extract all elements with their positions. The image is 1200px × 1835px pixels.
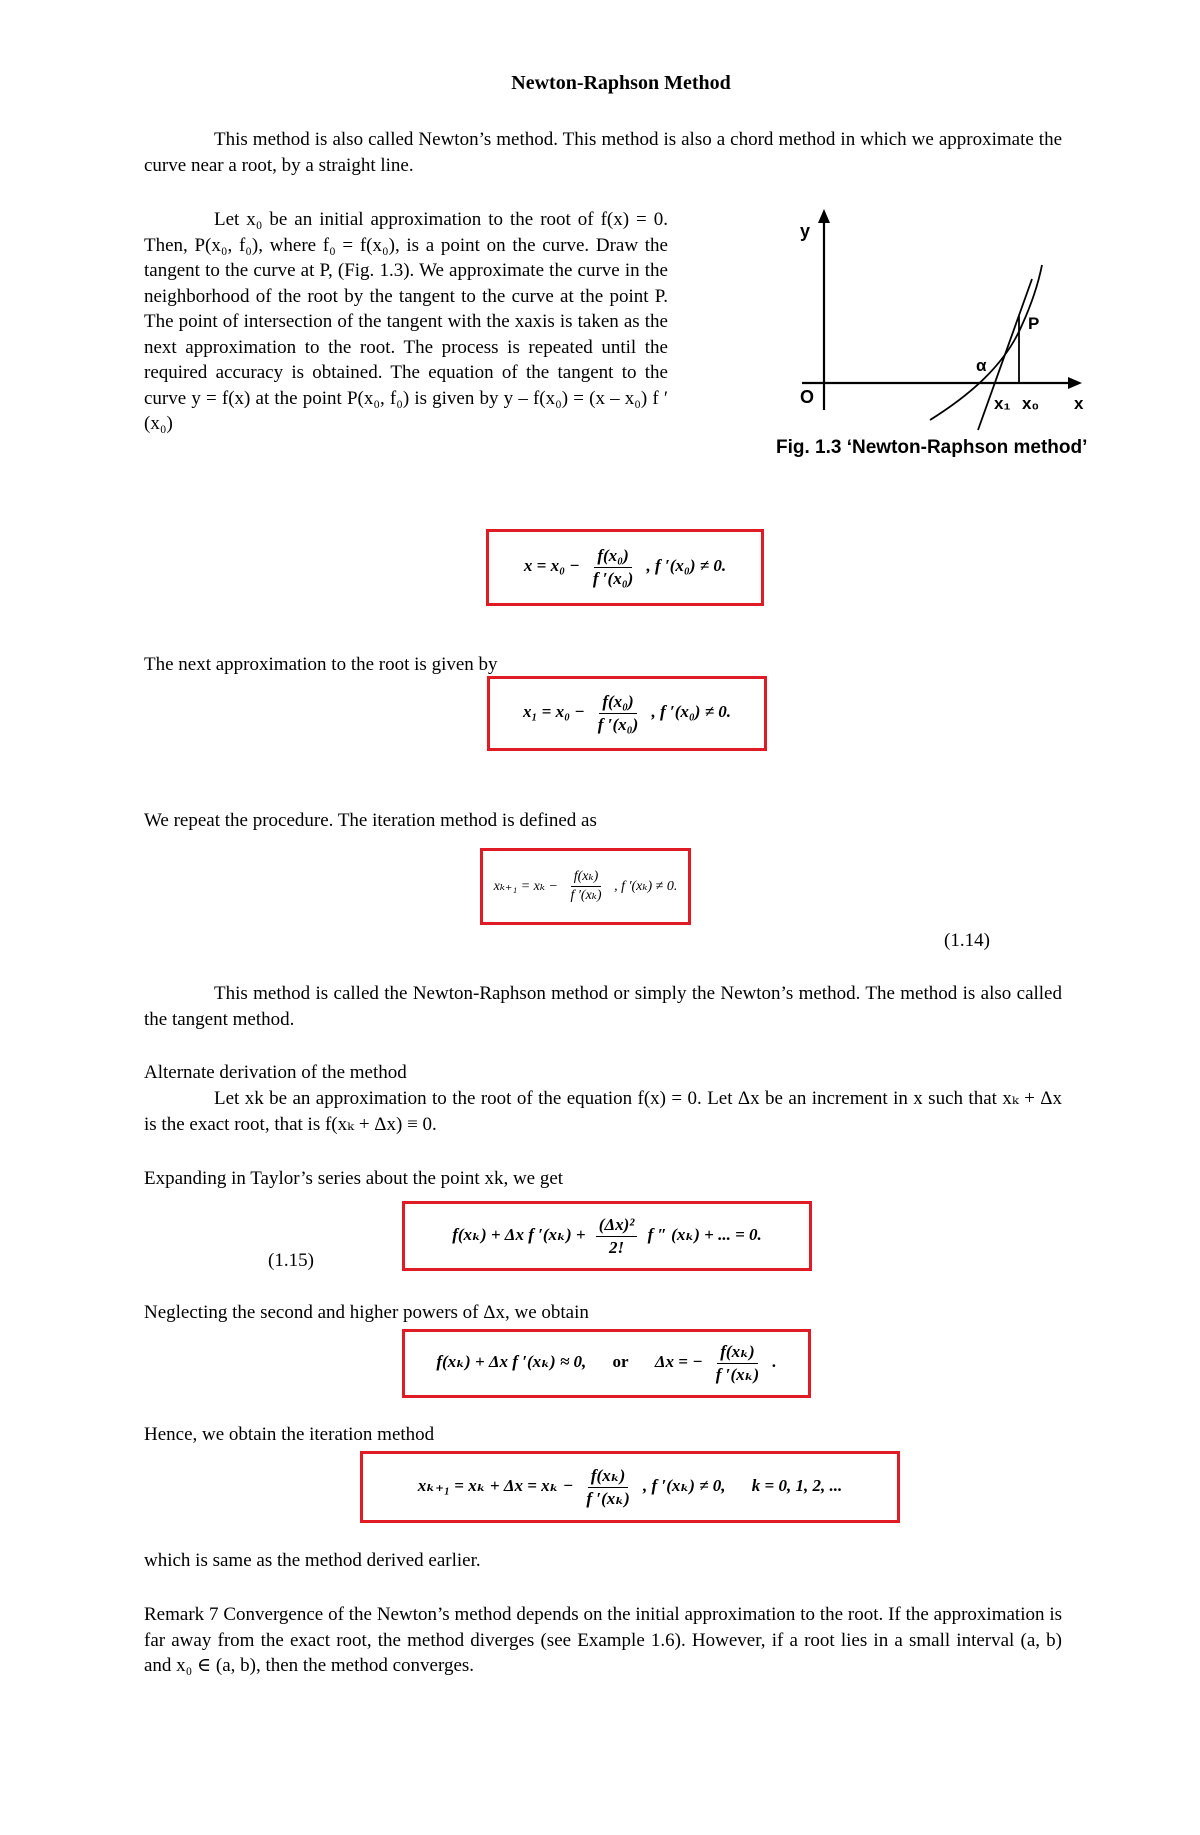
eq2-denominator: f ′(x₀) xyxy=(597,715,639,734)
equation-box-3 xyxy=(480,848,691,925)
eq3-condition: , f ′(xₖ) ≠ 0. xyxy=(614,878,678,894)
eq4-numerator: (Δx)² xyxy=(596,1215,638,1237)
newton-raphson-figure xyxy=(770,205,1110,465)
eq6-denominator: f ′(xₖ) xyxy=(586,1488,630,1508)
alternate-derivation-heading: Alternate derivation of the method xyxy=(144,1062,407,1083)
eq3-numerator: f(xₖ) xyxy=(571,869,602,887)
next-approximation-text: The next approximation to the root is given by xyxy=(144,654,498,675)
eq1-denominator: f ′(x₀) xyxy=(592,569,634,588)
eq5-numerator: f(xₖ) xyxy=(717,1342,757,1364)
tangent-paragraph: Let x₀ be an initial approximation to the root of f(x) = 0. Then, P(x₀, f₀), where f₀ = f(x₀), is a point on the curve. Draw the tangent to the curve at P, (Fig. 1.3). We approximate the curve in the neighborhood of the root by the tangent to the curve at the point P. The point of intersection of the tangent with the xaxis is taken as the next approximation to the root. The process is repeated until the required accuracy is obtained. The equation of the tangent to the curve y = f(x) at the point P(x₀, f₀) is given by y – f(x₀) = (x – x₀) f ′(x₀) xyxy=(144,209,668,434)
eq1-fraction xyxy=(590,546,636,588)
eq5-fraction xyxy=(713,1342,762,1384)
y-axis-arrow xyxy=(818,209,830,223)
equation-box-6 xyxy=(360,1451,900,1523)
eq6-numerator: f(xₖ) xyxy=(588,1466,628,1488)
eq6-fraction xyxy=(583,1466,632,1508)
taylor-expansion-text: Expanding in Taylor’s series about the point xk, we get xyxy=(144,1168,564,1189)
point-p-label: P xyxy=(1028,314,1040,333)
equation-1 xyxy=(524,546,726,588)
eq4-right: f ″ (xₖ) + ... = 0. xyxy=(647,1224,762,1244)
eq3-fraction xyxy=(567,869,604,904)
equation-number-1-15: (1.15) xyxy=(268,1250,314,1271)
equation-box-2 xyxy=(487,676,767,751)
eq6-index: k = 0, 1, 2, ... xyxy=(751,1475,843,1495)
eq2-numerator: f(x₀) xyxy=(599,692,636,714)
eq1-lhs: x = x₀ − xyxy=(523,556,580,576)
x-axis-arrow xyxy=(1068,377,1082,389)
origin-label: O xyxy=(800,387,815,407)
alternate-derivation-paragraph: Let xk be an approximation to the root of the equation f(x) = 0. Let Δx be an increment in x such that xₖ + Δx is the exact root, that is f(xₖ + Δx) ≡ 0. xyxy=(144,1088,1062,1135)
eq6-left: xₖ₊₁ = xₖ + Δx = xₖ − xyxy=(417,1475,574,1495)
equation-3 xyxy=(494,869,678,904)
eq5-left: f(xₖ) + Δx f ′(xₖ) ≈ 0, xyxy=(436,1352,587,1372)
hence-text: Hence, we obtain the iteration method xyxy=(144,1424,435,1445)
y-axis-label: y xyxy=(800,221,811,241)
x1-label: x₁ xyxy=(994,394,1011,413)
eq1-condition: , f ′(x₀) ≠ 0. xyxy=(646,556,727,576)
eq5-or: or xyxy=(612,1352,629,1372)
eq4-left: f(xₖ) + Δx f ′(xₖ) + xyxy=(452,1224,586,1244)
x-axis-label: x xyxy=(1074,394,1084,413)
eq5-denominator: f ′(xₖ) xyxy=(715,1365,760,1384)
newton-raphson-graph xyxy=(770,205,1110,435)
eq4-denominator: 2! xyxy=(609,1237,625,1257)
repeat-procedure-text: We repeat the procedure. The iteration method is defined as xyxy=(144,810,597,831)
equation-box-5 xyxy=(402,1329,811,1398)
eq6-condition: , f ′(xₖ) ≠ 0, xyxy=(643,1475,726,1495)
eq2-lhs: x₁ = x₀ − xyxy=(522,702,585,722)
neglecting-text: Neglecting the second and higher powers of Δx, we obtain xyxy=(144,1302,589,1323)
eq3-denominator: f ′(xₖ) xyxy=(570,888,602,903)
remark-7-paragraph: Remark 7 Convergence of the Newton’s method depends on the initial approximation to the root. If the approximation is far away from the exact root, the method diverges (see Example 1.6). However, if a root lies in a small interval (a, b) and x₀ ∈ (a, b), then the method converges. xyxy=(144,1604,1062,1676)
figure-caption: Fig. 1.3 ‘Newton-Raphson method’ xyxy=(776,437,1088,458)
x0-label: x₀ xyxy=(1022,394,1040,413)
page-title: Newton-Raphson Method xyxy=(511,72,731,94)
alpha-label: α xyxy=(976,356,987,375)
method-called-paragraph: This method is called the Newton-Raphson method or simply the Newton’s method. The method is also called the tangent method. xyxy=(144,983,1062,1030)
equation-5 xyxy=(436,1342,776,1384)
equation-number-1-14: (1.14) xyxy=(944,930,990,951)
equation-box-1 xyxy=(486,529,764,606)
intro-paragraph: This method is also called Newton’s method. This method is also a chord method in which we approximate the curve near a root, by a straight line. xyxy=(144,129,1062,176)
eq4-fraction xyxy=(596,1215,638,1257)
eq1-numerator: f(x₀) xyxy=(594,546,631,568)
equation-6 xyxy=(418,1466,842,1508)
equation-2 xyxy=(523,692,731,734)
eq3-lhs: xₖ₊₁ = xₖ − xyxy=(493,878,558,894)
equation-box-4 xyxy=(402,1201,812,1271)
eq2-fraction xyxy=(595,692,641,734)
eq2-condition: , f ′(x₀) ≠ 0. xyxy=(651,702,732,722)
eq5-delta: Δx = − xyxy=(654,1352,703,1372)
eq5-end: . xyxy=(772,1352,777,1372)
same-method-text: which is same as the method derived earlier. xyxy=(144,1550,481,1571)
equation-4 xyxy=(452,1215,762,1257)
